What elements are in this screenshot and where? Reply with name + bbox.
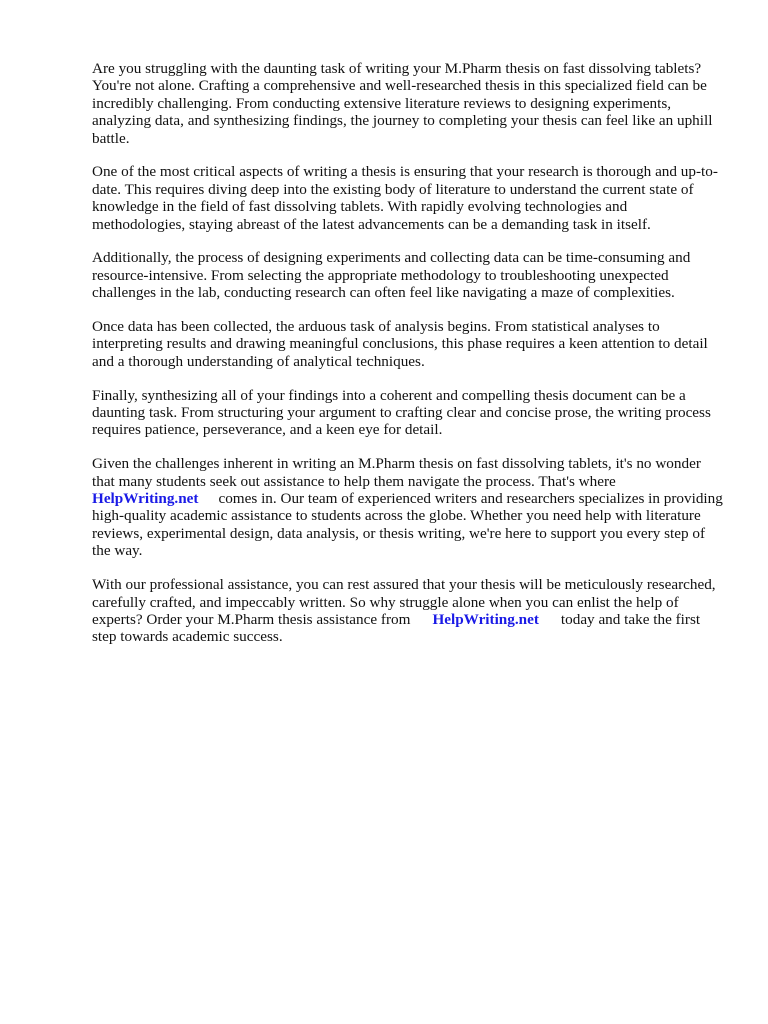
paragraph-closing-text-before: With our professional assistance, you can rest assured that your thesis will be meticulously researched, carefully crafted, and impeccably written. So why struggle alone when you can enlist the help of experts? Order your M.Pharm thesis assistance from	[92, 576, 716, 628]
paragraph-experiments: Additionally, the process of designing experiments and collecting data can be time-consuming and resource-intensive. From selecting the appropriate methodology to troubleshooting unexpected challenges in the lab, conducting research can often feel like navigating a maze of complexities.	[92, 249, 691, 302]
paragraph-assistance-text-after: comes in. Our team of experienced writers and researchers specializes in providing high-quality academic assistance to students across the globe. Whether you need help with literature reviews, experimental design, data analysis, or thesis writing, we're here to support you every step of the way.	[92, 490, 723, 560]
helpwriting-link[interactable]: HelpWriting.net	[92, 490, 199, 508]
paragraph-closing	[92, 576, 724, 646]
helpwriting-link-closing[interactable]: HelpWriting.net	[432, 610, 539, 628]
document-body	[92, 60, 724, 662]
paragraph-analysis: Once data has been collected, the arduous task of analysis begins. From statistical analyses to interpreting results and drawing meaningful conclusions, this phase requires a keen attention to detail and a thorough understanding of analytical techniques.	[92, 318, 708, 370]
paragraph-synthesis: Finally, synthesizing all of your findings into a coherent and compelling thesis document can be a daunting task. From structuring your argument to crafting clear and concise prose, the writing process requires patience, perseverance, and a keen eye for detail.	[92, 386, 711, 439]
paragraph-assistance-text-before: Given the challenges inherent in writing an M.Pharm thesis on fast dissolving tablets, it's no wonder that many students seek out assistance to help them navigate the process. That's where	[92, 455, 701, 490]
paragraph-research: One of the most critical aspects of writing a thesis is ensuring that your research is thorough and up-to-date. This requires diving deep into the existing body of literature to understand the current state of knowledge in the field of fast dissolving tablets. With rapidly evolving technologies and methodologies, staying abreast of the latest advancements can be a demanding task in itself.	[92, 163, 718, 233]
paragraph-intro: Are you struggling with the daunting task of writing your M.Pharm thesis on fast dissolving tablets? You're not alone. Crafting a comprehensive and well-researched thesis in this specialized field can be incredibly challenging. From conducting extensive literature reviews to designing experiments, analyzing data, and synthesizing findings, the journey to completing your thesis can feel like an uphill battle.	[92, 60, 713, 147]
paragraph-assistance	[92, 455, 724, 559]
paragraph-closing-text-after: today and take the first step towards academic success.	[92, 610, 701, 646]
